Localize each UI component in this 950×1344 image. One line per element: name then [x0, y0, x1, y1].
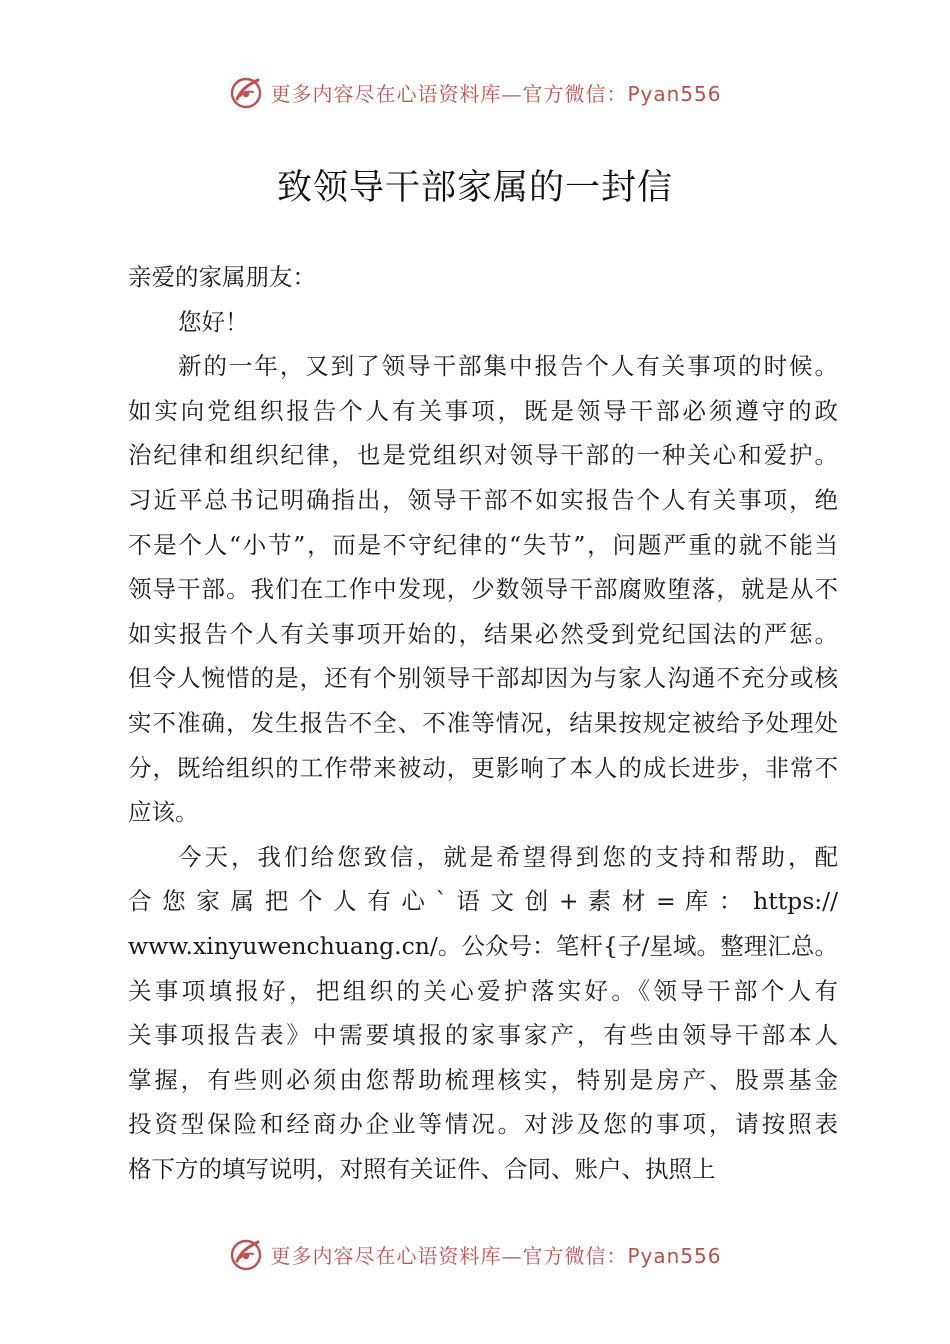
body-line: 合 您 家 属 把 个 人 有 心 ` 语 文 创 + 素 材 = 库 ： https://	[128, 887, 838, 916]
brand-logo-icon	[228, 1236, 264, 1272]
body-line: 掌握，有些则必须由您帮助梳理核实，特别是房产、股票基金	[128, 1065, 838, 1094]
body-line: 不是个人“小节”，而是不守纪律的“失节”，问题严重的就不能当	[128, 530, 838, 559]
body-line: 但令人惋惜的是，还有个别领导干部却因为与家人沟通不充分或核	[128, 664, 838, 693]
body-line: 领导干部。我们在工作中发现，少数领导干部腐败堕落，就是从不	[128, 575, 838, 604]
body-line: 格下方的填写说明，对照有关证件、合同、账户、执照上	[128, 1154, 716, 1183]
body-line: 投资型保险和经商办企业等情况。对涉及您的事项，请按照表	[128, 1110, 838, 1139]
banner-text	[270, 1240, 721, 1269]
body-line: 应该。	[128, 798, 199, 827]
banner-wechat-id: Pyan556	[627, 81, 722, 106]
body-line: 如实向党组织报告个人有关事项，既是领导干部必须遵守的政	[128, 396, 838, 425]
body-line: 实不准确，发生报告不全、不准等情况，结果按规定被给予处理处	[128, 708, 838, 737]
body-line: 关事项报告表》中需要填报的家事家产，有些由领导干部本人	[128, 1021, 838, 1050]
greeting: 您好！	[178, 307, 249, 336]
banner-text	[270, 78, 721, 107]
letter-body	[128, 255, 838, 1191]
body-line: 关事项填报好，把组织的关心爱护落实好。《领导干部个人有	[128, 976, 838, 1005]
body-line: 新的一年，又到了领导干部集中报告个人有关事项的时候。	[178, 352, 838, 381]
body-line: www.xinyuwenchuang.cn/。公众号：笔杆{子/星域。整理汇总。	[128, 931, 838, 960]
banner-text-cn: 更多内容尽在心语资料库—官方微信：	[270, 81, 628, 106]
salutation: 亲爱的家属朋友：	[128, 263, 316, 291]
body-line: 分，既给组织的工作带来被动，更影响了本人的成长进步，非常不	[128, 753, 838, 782]
body-line: 习近平总书记明确指出，领导干部不如实报告个人有关事项，绝	[128, 485, 838, 514]
body-line: 今天，我们给您致信，就是希望得到您的支持和帮助，配	[178, 842, 838, 871]
body-line: 如实报告个人有关事项开始的，结果必然受到党纪国法的严惩。	[128, 619, 838, 648]
banner-text-cn: 更多内容尽在心语资料库—官方微信：	[270, 1243, 628, 1268]
document-title: 致领导干部家属的一封信	[276, 168, 673, 208]
body-line: 治纪律和组织纪律，也是党组织对领导干部的一种关心和爱护。	[128, 441, 838, 470]
footer-banner	[0, 1232, 950, 1276]
banner-wechat-id: Pyan556	[627, 1243, 722, 1268]
header-banner	[0, 70, 950, 114]
brand-logo-icon	[228, 74, 264, 110]
